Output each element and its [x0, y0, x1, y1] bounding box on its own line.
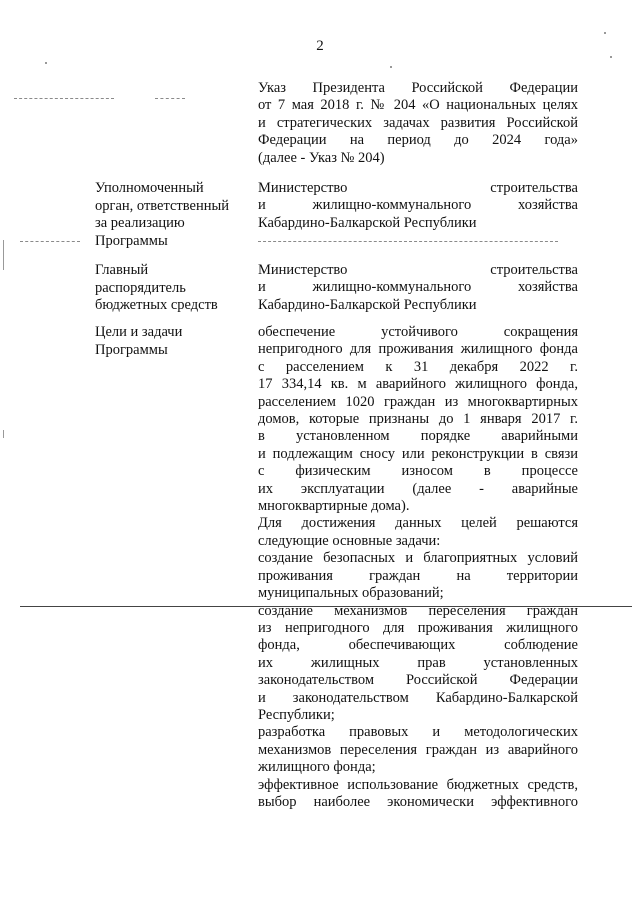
row-label — [95, 180, 245, 250]
text-line: их эксплуатации (далее - аварийные — [258, 480, 578, 497]
text-line: Для достижения данных целей решаются — [258, 515, 578, 532]
scan-artifact-mark — [604, 32, 606, 34]
text-line: жилищного фонда; — [258, 759, 376, 776]
row-label — [95, 262, 245, 315]
label-line: Уполномоченный — [95, 180, 204, 196]
text-line: разработка правовых и методологических — [258, 724, 578, 741]
text-line: эффективное использование бюджетных средств, — [258, 776, 578, 793]
text-line: 17 334,14 кв. м аварийного жилищного фонда, — [258, 376, 578, 393]
text-line: проживания граждан на территории — [258, 567, 578, 584]
scan-artifact-line — [20, 241, 80, 242]
scan-artifact-mark — [610, 56, 612, 58]
row-label — [95, 324, 245, 359]
scan-artifact-mark — [3, 240, 4, 270]
text-line: обеспечение устойчивого сокращения — [258, 324, 578, 340]
text-line: фонда, обеспечивающих соблюдение — [258, 637, 578, 654]
text-line: и подлежащим сносу или реконструкции в связи — [258, 445, 578, 462]
text-line: Указ Президента Российской Федерации — [258, 80, 578, 96]
text-line: Республики; — [258, 706, 335, 723]
text-line: механизмов переселения граждан из аварийного — [258, 741, 578, 758]
scan-artifact-mark — [3, 430, 4, 438]
text-line: от 7 мая 2018 г. № 204 «О национальных целях — [258, 97, 578, 114]
label-line: Главный — [95, 262, 149, 278]
text-line: и стратегических задачах развития Российской — [258, 114, 578, 131]
label-line: Программы — [95, 341, 168, 358]
label-line: Программы — [95, 232, 168, 249]
text-line: из непригодного для проживания жилищного — [258, 619, 578, 636]
text-line: их жилищных прав установленных — [258, 654, 578, 671]
text-line: многоквартирные дома). — [258, 498, 410, 515]
text-line: в установленном порядке аварийными — [258, 428, 578, 445]
label-line: Цели и задачи — [95, 324, 183, 340]
label-line: за реализацию — [95, 215, 185, 231]
text-line: с физическим износом в процессе — [258, 463, 578, 480]
text-line: Министерство строительства — [258, 180, 578, 196]
text-line: (далее - Указ № 204) — [258, 149, 385, 166]
text-line: с расселением к 31 декабря 2022 г. — [258, 358, 578, 375]
scan-artifact-mark — [390, 66, 392, 68]
text-line: создание механизмов переселения граждан — [258, 602, 578, 619]
page-number: 2 — [316, 38, 324, 54]
text-line: законодательством Российской Федерации — [258, 672, 578, 689]
scan-artifact-mark — [45, 62, 47, 64]
row-value — [258, 180, 578, 232]
text-line: Министерство строительства — [258, 262, 578, 278]
scan-artifact-line — [155, 98, 185, 99]
text-line: и жилищно-коммунального хозяйства — [258, 197, 578, 214]
text-line: создание безопасных и благоприятных условий — [258, 550, 578, 567]
text-line: и жилищно-коммунального хозяйства — [258, 279, 578, 296]
text-line: следующие основные задачи: — [258, 532, 441, 549]
scan-artifact-line — [14, 98, 114, 99]
row-value — [258, 324, 578, 811]
text-line: муниципальных образований; — [258, 585, 444, 602]
row-value — [258, 262, 578, 314]
text-line: расселением 1020 граждан из многоквартирных — [258, 393, 578, 410]
label-line: орган, ответственный — [95, 197, 229, 214]
label-line: распорядитель — [95, 279, 186, 296]
text-line: домов, которые признаны до 1 января 2017 г. — [258, 411, 578, 428]
decree-text — [258, 80, 578, 167]
text-line: и законодательством Кабардино-Балкарской — [258, 689, 578, 706]
text-line: Кабардино-Балкарской Республики — [258, 296, 477, 313]
label-line: бюджетных средств — [95, 297, 218, 313]
scan-artifact-line — [258, 241, 558, 242]
text-line: Кабардино-Балкарской Республики — [258, 214, 477, 231]
text-line: выбор наиболее экономически эффективного — [258, 793, 578, 810]
text-line: непригодного для проживания жилищного фонда — [258, 341, 578, 358]
text-line: Федерации на период до 2024 года» — [258, 132, 578, 149]
